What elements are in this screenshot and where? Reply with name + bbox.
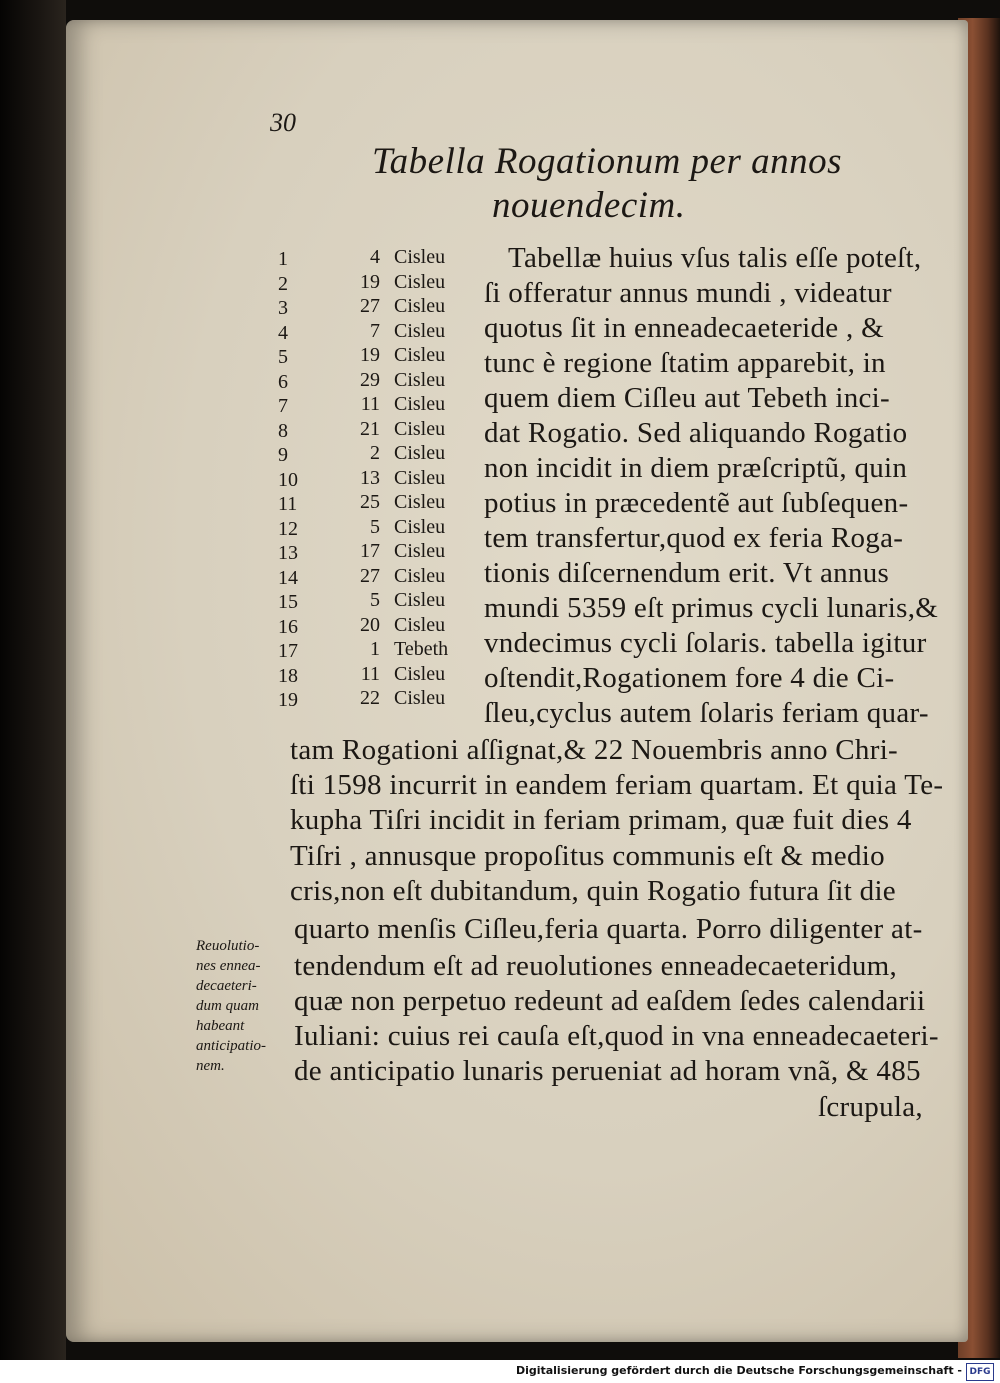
body-line: quotus ſit in enneadecaeteride , & [484, 312, 884, 344]
margin-note-line: nes ennea- [196, 958, 261, 974]
body-line: ſti 1598 incurrit in eandem feriam quartam. Et quia Te- [290, 769, 944, 801]
table-row [270, 369, 470, 393]
table-row [270, 320, 470, 344]
body-line: dat Rogatio. Sed aliquando Rogatio [484, 417, 908, 449]
year-cell: 8 [278, 419, 288, 442]
body-line: vndecimus cycli ſolaris. tabella igitur [484, 627, 927, 659]
month-cell: Cisleu [394, 564, 446, 587]
margin-note-line: dum quam [196, 998, 259, 1014]
page-number: 30 [270, 108, 296, 137]
month-cell: Cisleu [394, 491, 446, 513]
body-line: kupha Tiſri incidit in feriam primam, quæ fuit dies 4 [290, 804, 912, 836]
table-row [270, 393, 470, 417]
month-cell: Cisleu [394, 368, 446, 391]
body-line: de anticipatio lunaris perueniat ad horam vnã, & 485 [294, 1055, 921, 1087]
day-cell: 4 [370, 246, 380, 268]
day-cell: 19 [360, 344, 380, 366]
day-cell: 21 [360, 417, 380, 440]
year-cell: 6 [278, 370, 288, 393]
body-line: ſcrupula, [818, 1091, 923, 1123]
day-cell: 22 [360, 687, 380, 709]
page-title-line-1: Tabella Rogationum per annos [372, 141, 843, 182]
year-cell: 12 [278, 517, 298, 540]
year-cell: 10 [278, 468, 298, 491]
month-cell: Cisleu [394, 613, 446, 636]
table-row [270, 516, 470, 540]
year-cell: 9 [278, 444, 288, 466]
day-cell: 27 [360, 295, 380, 317]
body-line: mundi 5359 eſt primus cycli lunaris,& [484, 592, 939, 624]
month-cell: Cisleu [394, 442, 446, 464]
body-line: quarto menſis Ciſleu,feria quarta. Porro diligenter at- [294, 913, 923, 945]
body-line: tionis diſcernendum erit. Vt annus [484, 557, 890, 589]
day-cell: 19 [360, 270, 380, 293]
table-row [270, 638, 470, 662]
body-line: Tiſri , annusque propoſitus communis eſt & medio [290, 840, 885, 872]
margin-note-line: Reuolutio- [196, 938, 260, 954]
body-line: non incidit in diem præſcriptũ, quin [484, 452, 908, 484]
day-cell: 2 [370, 442, 380, 464]
day-cell: 17 [360, 540, 380, 562]
year-cell: 16 [278, 615, 298, 638]
day-cell: 11 [360, 393, 380, 415]
body-line: ſi offeratur annus mundi , videatur [484, 277, 892, 309]
body-line: Tabellæ huius vſus talis eſſe poteſt, [508, 242, 922, 274]
body-line: cris,non eſt dubitandum, quin Rogatio futura ſit die [290, 875, 896, 907]
table-row [270, 246, 470, 270]
table-row [270, 295, 470, 319]
table-row [270, 614, 470, 638]
month-cell: Cisleu [394, 687, 446, 709]
dfg-logo-icon[interactable]: DFG [966, 1363, 994, 1381]
margin-note-line: decaeteri- [196, 978, 257, 994]
day-cell: 5 [370, 515, 380, 538]
table-row [270, 467, 470, 491]
table-row [270, 271, 470, 295]
table-row [270, 540, 470, 564]
year-cell: 7 [278, 395, 288, 417]
month-cell: Cisleu [394, 589, 446, 611]
day-cell: 20 [360, 613, 380, 636]
table-row [270, 589, 470, 613]
month-cell: Cisleu [394, 393, 446, 415]
year-cell: 19 [278, 689, 298, 711]
table-row [270, 687, 470, 711]
day-cell: 13 [360, 466, 380, 489]
body-line: tem transfertur,quod ex feria Roga- [484, 522, 904, 554]
month-cell: Cisleu [394, 466, 446, 489]
table-row [270, 491, 470, 515]
body-line: ſleu,cyclus autem ſolaris feriam quar- [484, 697, 929, 729]
body-line: tendendum eſt ad reuolutiones enneadecaeteridum, [294, 950, 898, 982]
month-cell: Cisleu [394, 540, 446, 562]
year-cell: 18 [278, 664, 298, 687]
day-cell: 27 [360, 564, 380, 587]
body-line: tunc è regione ſtatim apparebit, in [484, 347, 886, 379]
table-row [270, 442, 470, 466]
month-cell: Cisleu [394, 417, 446, 440]
year-cell: 17 [278, 640, 298, 662]
day-cell: 25 [360, 491, 380, 513]
year-cell: 14 [278, 566, 298, 589]
funding-notice: Digitalisierung gefördert durch die Deutsche Forschungsgemeinschaft - [515, 1364, 962, 1377]
month-cell: Cisleu [394, 270, 446, 293]
body-line: quæ non perpetuo redeunt ad eaſdem ſedes calendarii [294, 985, 926, 1017]
margin-note-line: habeant [196, 1018, 245, 1034]
year-cell: 1 [278, 248, 288, 270]
year-cell: 2 [278, 272, 288, 295]
page-title-line-2: nouendecim. [492, 185, 686, 226]
day-cell: 7 [370, 319, 380, 342]
table-row [270, 344, 470, 368]
margin-note-line: anticipatio- [196, 1038, 266, 1054]
year-cell: 3 [278, 297, 288, 319]
year-cell: 4 [278, 321, 288, 344]
body-line: potius in præcedentẽ aut ſubſequen- [484, 487, 909, 519]
month-cell: Cisleu [394, 319, 446, 342]
day-cell: 5 [370, 589, 380, 611]
month-cell: Cisleu [394, 662, 446, 685]
month-cell: Cisleu [394, 344, 446, 366]
day-cell: 29 [360, 368, 380, 391]
day-cell: 11 [360, 662, 380, 685]
month-cell: Cisleu [394, 515, 446, 538]
book-spine-shadow [0, 0, 66, 1360]
month-cell: Cisleu [394, 295, 446, 317]
table-row [270, 565, 470, 589]
table-row [270, 418, 470, 442]
year-cell: 13 [278, 542, 298, 564]
year-cell: 15 [278, 591, 298, 613]
year-cell: 5 [278, 346, 288, 368]
month-cell: Cisleu [394, 246, 446, 268]
body-line: quem diem Ciſleu aut Tebeth inci- [484, 382, 890, 414]
day-cell: 1 [370, 638, 380, 660]
margin-note-line: nem. [196, 1058, 225, 1074]
body-line: tam Rogationi aſſignat,& 22 Nouembris anno Chri- [290, 734, 899, 766]
body-line: Iuliani: cuius rei cauſa eſt,quod in vna enneadecaeteri- [294, 1020, 939, 1052]
body-line: oſtendit,Rogationem fore 4 die Ci- [484, 662, 895, 694]
year-cell: 11 [278, 493, 298, 515]
table-row [270, 663, 470, 687]
month-cell: Tebeth [394, 638, 449, 660]
margin-note [196, 936, 286, 1076]
